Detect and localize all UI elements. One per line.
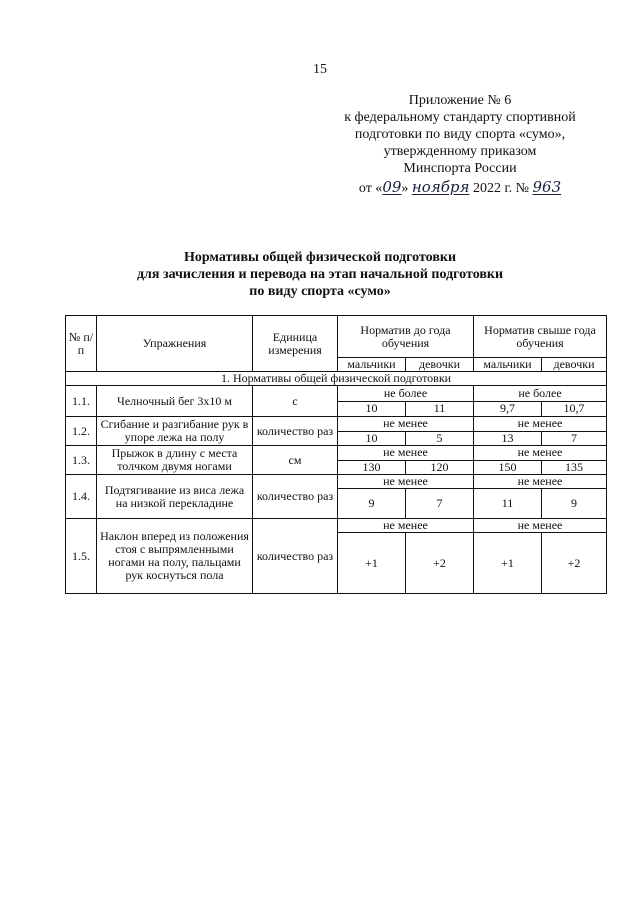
row-exercise: Сгибание и разгибание рук в упоре лежа на полу: [97, 417, 253, 446]
row-value-boys-1: 10: [338, 401, 406, 417]
row-value-boys-1: 9: [338, 489, 406, 519]
norms-table: [65, 315, 607, 594]
row-value-boys-2: 13: [474, 431, 542, 446]
row-num: 1.2.: [66, 417, 97, 446]
row-value-girls-2: +2: [542, 533, 607, 594]
appendix-date-line: [330, 179, 590, 197]
row-num: 1.3.: [66, 446, 97, 475]
appendix-line-4: утвержденному приказом: [383, 144, 537, 159]
row-value-girls-2: 135: [542, 460, 607, 475]
date-mid: »: [401, 181, 409, 196]
row-condition-1: не менее: [338, 446, 474, 461]
row-condition-1: не более: [338, 386, 474, 402]
title-line-1: Нормативы общей физической подготовки: [183, 250, 457, 265]
row-exercise: Подтягивание из виса лежа на низкой перекладине: [97, 475, 253, 519]
header-num: № п/п: [66, 316, 97, 372]
page-number: 15: [313, 62, 327, 77]
header-norm-over: Норматив свыше года обучения: [474, 316, 607, 358]
row-value-boys-2: +1: [474, 533, 542, 594]
row-value-boys-2: 150: [474, 460, 542, 475]
row-value-boys-1: +1: [338, 533, 406, 594]
order-number-handwritten: 963: [532, 178, 562, 196]
row-condition-2: не менее: [474, 446, 607, 461]
row-num: 1.1.: [66, 386, 97, 417]
appendix-block: [330, 92, 590, 197]
row-value-girls-1: +2: [406, 533, 474, 594]
title-line-3: по виду спорта «сумо»: [249, 284, 391, 299]
row-exercise: Наклон вперед из положения стоя с выпрямленными ногами на полу, пальцами рук коснуться пола: [97, 519, 253, 594]
document-title: [0, 249, 640, 300]
appendix-line-3: подготовки по виду спорта «сумо»,: [354, 127, 566, 142]
row-unit: количество раз: [253, 417, 338, 446]
row-unit: см: [253, 446, 338, 475]
row-value-boys-1: 10: [338, 431, 406, 446]
row-condition-1: не менее: [338, 519, 474, 533]
header-unit: Единица измерения: [253, 316, 338, 372]
row-condition-1: не менее: [338, 417, 474, 432]
date-day-handwritten: 09: [382, 178, 402, 196]
date-prefix: от «: [358, 181, 383, 196]
appendix-line-5: Минспорта России: [403, 161, 517, 176]
appendix-line-2: к федеральному стандарту спортивной: [344, 110, 576, 125]
row-value-girls-2: 7: [542, 431, 607, 446]
row-value-boys-2: 9,7: [474, 401, 542, 417]
date-month-handwritten: ноября: [411, 178, 470, 196]
row-condition-2: не менее: [474, 519, 607, 533]
row-value-girls-1: 5: [406, 431, 474, 446]
row-num: 1.5.: [66, 519, 97, 594]
row-condition-2: не более: [474, 386, 607, 402]
row-unit: с: [253, 386, 338, 417]
row-exercise: Челночный бег 3х10 м: [97, 386, 253, 417]
row-value-girls-1: 120: [406, 460, 474, 475]
appendix-line-1: Приложение № 6: [408, 93, 512, 108]
header-boys-2: мальчики: [474, 358, 542, 372]
row-value-girls-2: 9: [542, 489, 607, 519]
title-line-2: для зачисления и перевода на этап начальной подготовки: [136, 267, 504, 282]
row-unit: количество раз: [253, 519, 338, 594]
row-unit: количество раз: [253, 475, 338, 519]
row-num: 1.4.: [66, 475, 97, 519]
row-value-boys-2: 11: [474, 489, 542, 519]
row-value-girls-1: 11: [406, 401, 474, 417]
header-boys-1: мальчики: [338, 358, 406, 372]
section-title: 1. Нормативы общей физической подготовки: [66, 372, 607, 386]
row-value-girls-1: 7: [406, 489, 474, 519]
row-condition-2: не менее: [474, 475, 607, 489]
row-condition-1: не менее: [338, 475, 474, 489]
date-year: 2022 г. №: [472, 181, 529, 196]
row-exercise: Прыжок в длину с места толчком двумя ногами: [97, 446, 253, 475]
row-value-girls-2: 10,7: [542, 401, 607, 417]
row-value-boys-1: 130: [338, 460, 406, 475]
header-norm-year: Норматив до года обучения: [338, 316, 474, 358]
row-condition-2: не менее: [474, 417, 607, 432]
header-girls-2: девочки: [542, 358, 607, 372]
header-girls-1: девочки: [406, 358, 474, 372]
header-exercise: Упражнения: [97, 316, 253, 372]
